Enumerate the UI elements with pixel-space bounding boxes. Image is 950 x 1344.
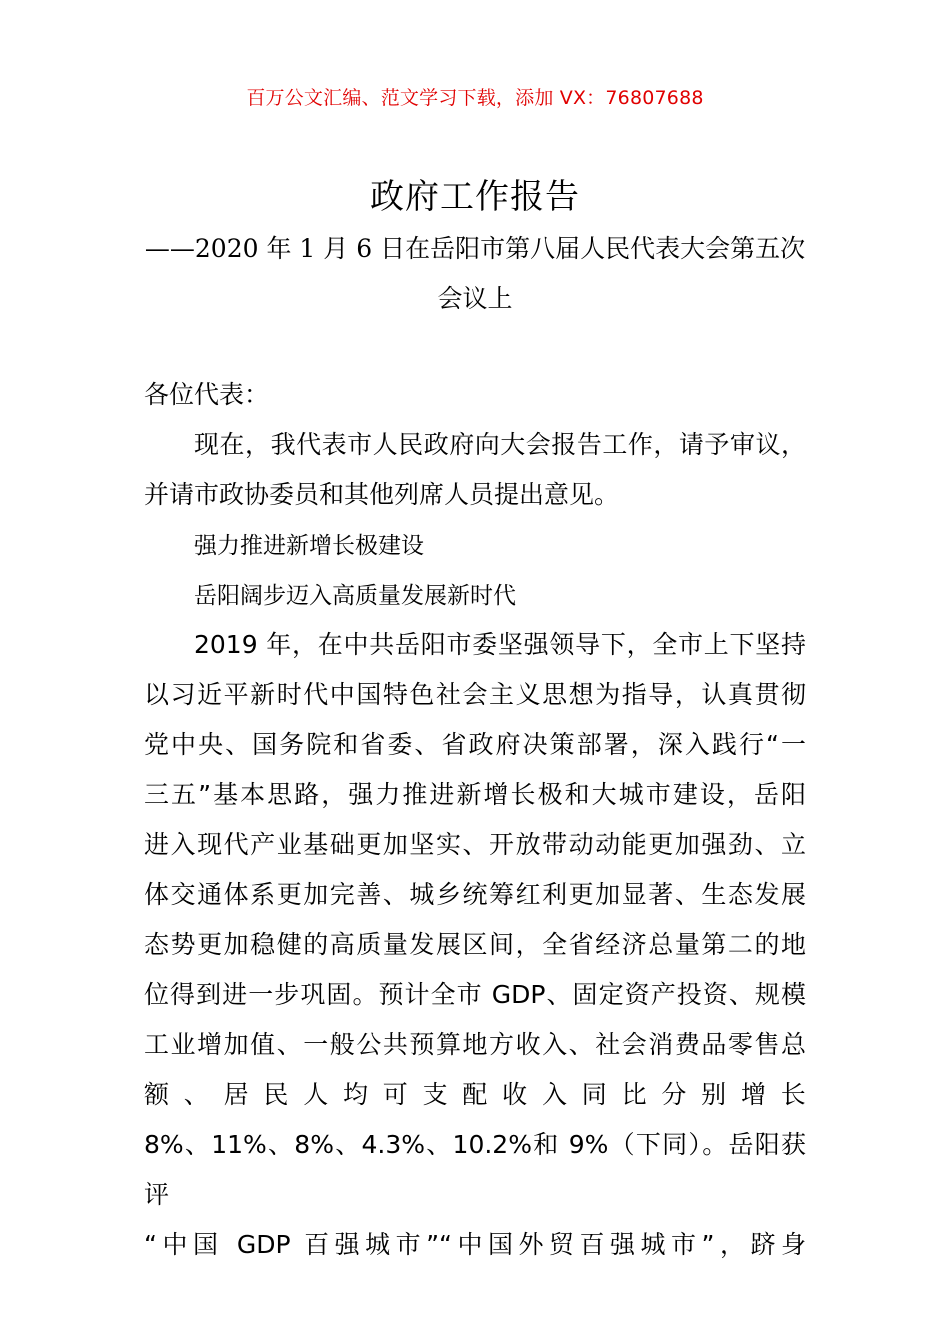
section-heading: 强力推进新增长极建设 bbox=[194, 533, 424, 559]
paragraph-line-spread bbox=[144, 1070, 806, 1120]
paragraph-line: 以习近平新时代中国特色社会主义思想为指导，认真贯彻 bbox=[144, 680, 806, 709]
spread-char: 增 bbox=[740, 1080, 766, 1109]
paragraph-line: 态势更加稳健的高质量发展区间，全省经济总量第二的地 bbox=[144, 930, 806, 959]
paragraph-line: 现在，我代表市人民政府向大会报告工作，请予审议， bbox=[194, 430, 806, 459]
spread-char: 人 bbox=[303, 1080, 329, 1109]
spread-char: 居 bbox=[223, 1080, 249, 1109]
paragraph-line: 进入现代产业基础更加坚实、开放带动动能更加强劲、立 bbox=[144, 830, 806, 859]
opening-paragraph bbox=[144, 420, 806, 520]
spread-char: 分 bbox=[661, 1080, 687, 1109]
subtitle-line-2: 会议上 bbox=[437, 284, 513, 313]
salutation: 各位代表： bbox=[144, 380, 270, 409]
spread-char: 同 bbox=[581, 1080, 607, 1109]
spread-char: 比 bbox=[621, 1080, 647, 1109]
paragraph-line: 并请市政协委员和其他列席人员提出意见。 bbox=[144, 480, 620, 509]
paragraph-line: 工业增加值、一般公共预算地方收入、社会消费品零售总 bbox=[144, 1030, 806, 1059]
paragraph-line: 党中央、国务院和省委、省政府决策部署，深入践行“一 bbox=[144, 730, 806, 759]
spread-char: 入 bbox=[541, 1080, 567, 1109]
document-title: 政府工作报告 bbox=[370, 177, 580, 217]
spread-char: 长 bbox=[780, 1080, 806, 1109]
subtitle-line-1: ——2020 年 1 月 6 日在岳阳市第八届人民代表大会第五次 bbox=[144, 234, 806, 263]
spread-char: 收 bbox=[502, 1080, 528, 1109]
paragraph-line: 8%、11%、8%、4.3%、10.2%和 9%（下同）。岳阳获评 bbox=[144, 1130, 806, 1209]
section-subheading: 岳阳阔步迈入高质量发展新时代 bbox=[194, 583, 516, 609]
spread-char: 、 bbox=[183, 1080, 209, 1109]
paragraph-line: 2019 年，在中共岳阳市委坚强领导下，全市上下坚持 bbox=[194, 630, 806, 659]
document-subtitle bbox=[140, 224, 810, 324]
watermark-banner: 百万公文汇编、范文学习下载，添加 VX：76807688 bbox=[246, 87, 704, 109]
spread-char: 可 bbox=[382, 1080, 408, 1109]
paragraph-line: “中国 GDP 百强城市”“中国外贸百强城市”，跻身 bbox=[144, 1230, 806, 1259]
main-paragraph bbox=[144, 620, 806, 1270]
spread-char: 别 bbox=[701, 1080, 727, 1109]
spread-char: 均 bbox=[342, 1080, 368, 1109]
spread-char: 额 bbox=[144, 1080, 170, 1109]
spread-char: 支 bbox=[422, 1080, 448, 1109]
paragraph-line: 三五”基本思路，强力推进新增长极和大城市建设，岳阳 bbox=[144, 780, 806, 809]
paragraph-line: 位得到进一步巩固。预计全市 GDP、固定资产投资、规模 bbox=[144, 980, 806, 1009]
spread-char: 民 bbox=[263, 1080, 289, 1109]
paragraph-line: 体交通体系更加完善、城乡统筹红利更加显著、生态发展 bbox=[144, 880, 806, 909]
spread-char: 配 bbox=[462, 1080, 488, 1109]
